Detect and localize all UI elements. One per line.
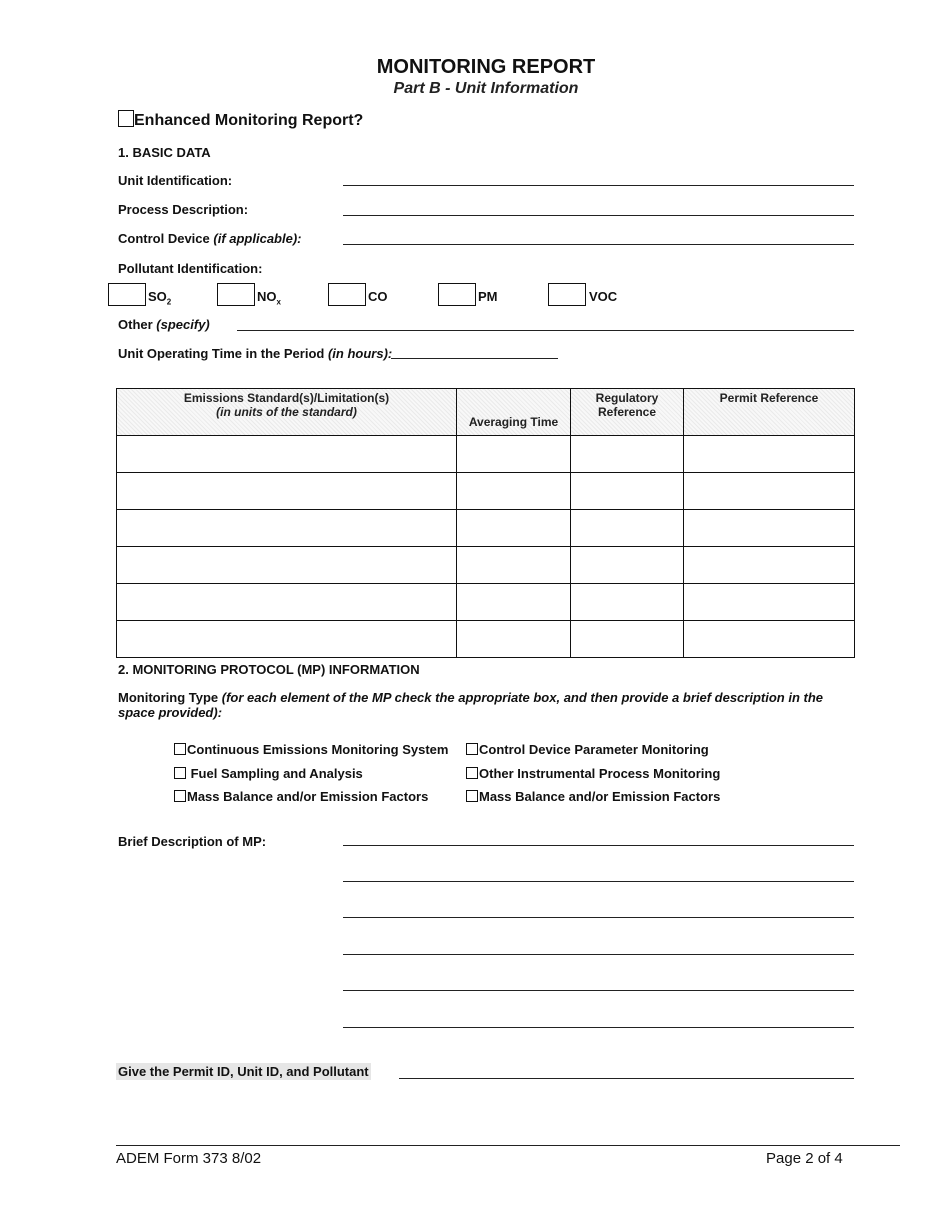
operating-time-note: (in hours):	[327, 346, 393, 361]
permit-id-field[interactable]	[399, 1078, 854, 1079]
basic-data-heading: 1. BASIC DATA	[118, 145, 211, 160]
permit-reference-header: Permit Reference	[684, 389, 855, 436]
voc-label: VOC	[589, 289, 618, 304]
table-cell[interactable]	[571, 473, 684, 510]
table-cell[interactable]	[457, 547, 571, 584]
control-device-text: Control Device	[118, 231, 210, 246]
co-checkbox[interactable]	[328, 283, 366, 306]
table-row	[117, 584, 855, 621]
mass-balance-right-checkbox[interactable]	[466, 790, 478, 802]
process-description-field[interactable]	[343, 215, 854, 216]
page-subtitle: Part B - Unit Information	[393, 80, 579, 97]
table-cell[interactable]	[457, 584, 571, 621]
table-cell[interactable]	[684, 473, 855, 510]
mp-option-fuel-sampling[interactable]: Fuel Sampling and Analysis	[174, 766, 363, 781]
so2-checkbox[interactable]	[108, 283, 146, 306]
table-row	[117, 547, 855, 584]
mp-option-mass-balance-right[interactable]: Mass Balance and/or Emission Factors	[466, 789, 720, 804]
control-device-note: (if applicable):	[213, 231, 302, 246]
permit-id-label: Give the Permit ID, Unit ID, and Pollutant	[118, 1064, 369, 1079]
process-description-label: Process Description:	[118, 202, 249, 217]
page-number: Page 2 of 4	[766, 1150, 843, 1167]
table-cell[interactable]	[117, 547, 457, 584]
footer-divider	[116, 1145, 900, 1146]
table-row	[117, 621, 855, 658]
table-cell[interactable]	[457, 436, 571, 473]
brief-description-line[interactable]	[343, 917, 854, 918]
emissions-standard-header: Emissions Standard(s)/Limitation(s) (in units of the standard)	[117, 389, 457, 436]
pollutant-identification-label: Pollutant Identification:	[118, 261, 263, 276]
monitoring-type-note: (for each element of the MP check the appropriate box, and then provide a brief description in the space provided):	[118, 690, 823, 720]
table-cell[interactable]	[117, 584, 457, 621]
enhanced-monitoring-checkbox[interactable]	[118, 110, 134, 127]
so2-label: $SO_2$	[148, 289, 172, 307]
unit-identification-field[interactable]	[343, 185, 854, 186]
table-cell[interactable]	[117, 510, 457, 547]
table-cell[interactable]	[571, 621, 684, 658]
control-device-field[interactable]	[343, 244, 854, 245]
cems-checkbox[interactable]	[174, 743, 186, 755]
nox-checkbox[interactable]	[217, 283, 255, 306]
emissions-standards-table	[116, 388, 855, 658]
brief-description-line[interactable]	[343, 954, 854, 955]
mass-balance-left-checkbox[interactable]	[174, 790, 186, 802]
page-title: MONITORING REPORT	[376, 56, 596, 78]
enhanced-monitoring-row	[118, 110, 363, 130]
enhanced-monitoring-label: Enhanced Monitoring Report?	[134, 112, 364, 129]
table-cell[interactable]	[457, 621, 571, 658]
control-device-label	[118, 231, 302, 246]
unit-identification-label: Unit Identification:	[118, 173, 233, 188]
other-label: Other (specify)	[118, 317, 210, 332]
operating-time-label: Unit Operating Time in the Period (in hours):	[118, 346, 393, 361]
other-field[interactable]	[237, 330, 854, 331]
table-cell[interactable]	[457, 473, 571, 510]
table-row	[117, 510, 855, 547]
voc-checkbox[interactable]	[548, 283, 586, 306]
brief-description-line[interactable]	[343, 990, 854, 991]
other-instrumental-checkbox[interactable]	[466, 767, 478, 779]
form-number: ADEM Form 373 8/02	[116, 1150, 262, 1167]
brief-description-label: Brief Description of MP:	[118, 834, 267, 849]
table-cell[interactable]	[684, 584, 855, 621]
operating-time-field[interactable]	[391, 358, 558, 359]
table-cell[interactable]	[571, 510, 684, 547]
table-cell[interactable]	[684, 436, 855, 473]
nox-label: $NO_x$	[257, 289, 281, 307]
table-cell[interactable]	[117, 621, 457, 658]
pm-checkbox[interactable]	[438, 283, 476, 306]
mp-option-other-instrumental[interactable]: Other Instrumental Process Monitoring	[466, 766, 720, 781]
co-label: CO	[368, 289, 388, 304]
other-note: (specify)	[156, 317, 210, 332]
monitoring-type-instructions: Monitoring Type (for each element of the MP check the appropriate box, and then provide a brief description in the space provided):	[118, 690, 823, 720]
table-cell[interactable]	[571, 547, 684, 584]
brief-description-line[interactable]	[343, 881, 854, 882]
table-cell[interactable]	[684, 547, 855, 584]
table-cell[interactable]	[684, 621, 855, 658]
table-row	[117, 473, 855, 510]
averaging-time-header: Averaging Time	[457, 389, 571, 436]
table-cell[interactable]	[117, 473, 457, 510]
table-cell[interactable]	[571, 584, 684, 621]
fuel-sampling-checkbox[interactable]	[174, 767, 186, 779]
brief-description-line[interactable]	[343, 845, 854, 846]
table-cell[interactable]	[571, 436, 684, 473]
mp-option-mass-balance-left[interactable]: Mass Balance and/or Emission Factors	[174, 789, 428, 804]
mp-option-control-device[interactable]: Control Device Parameter Monitoring	[466, 742, 709, 757]
brief-description-line[interactable]	[343, 1027, 854, 1028]
table-cell[interactable]	[457, 510, 571, 547]
regulatory-reference-header: Regulatory Reference	[571, 389, 684, 436]
table-header-row	[117, 389, 855, 436]
control-device-checkbox[interactable]	[466, 743, 478, 755]
mp-option-cems[interactable]: Continuous Emissions Monitoring System	[174, 742, 448, 757]
table-row	[117, 436, 855, 473]
table-cell[interactable]	[117, 436, 457, 473]
pm-label: PM	[478, 289, 498, 304]
mp-heading: 2. MONITORING PROTOCOL (MP) INFORMATION	[118, 662, 420, 677]
table-cell[interactable]	[684, 510, 855, 547]
